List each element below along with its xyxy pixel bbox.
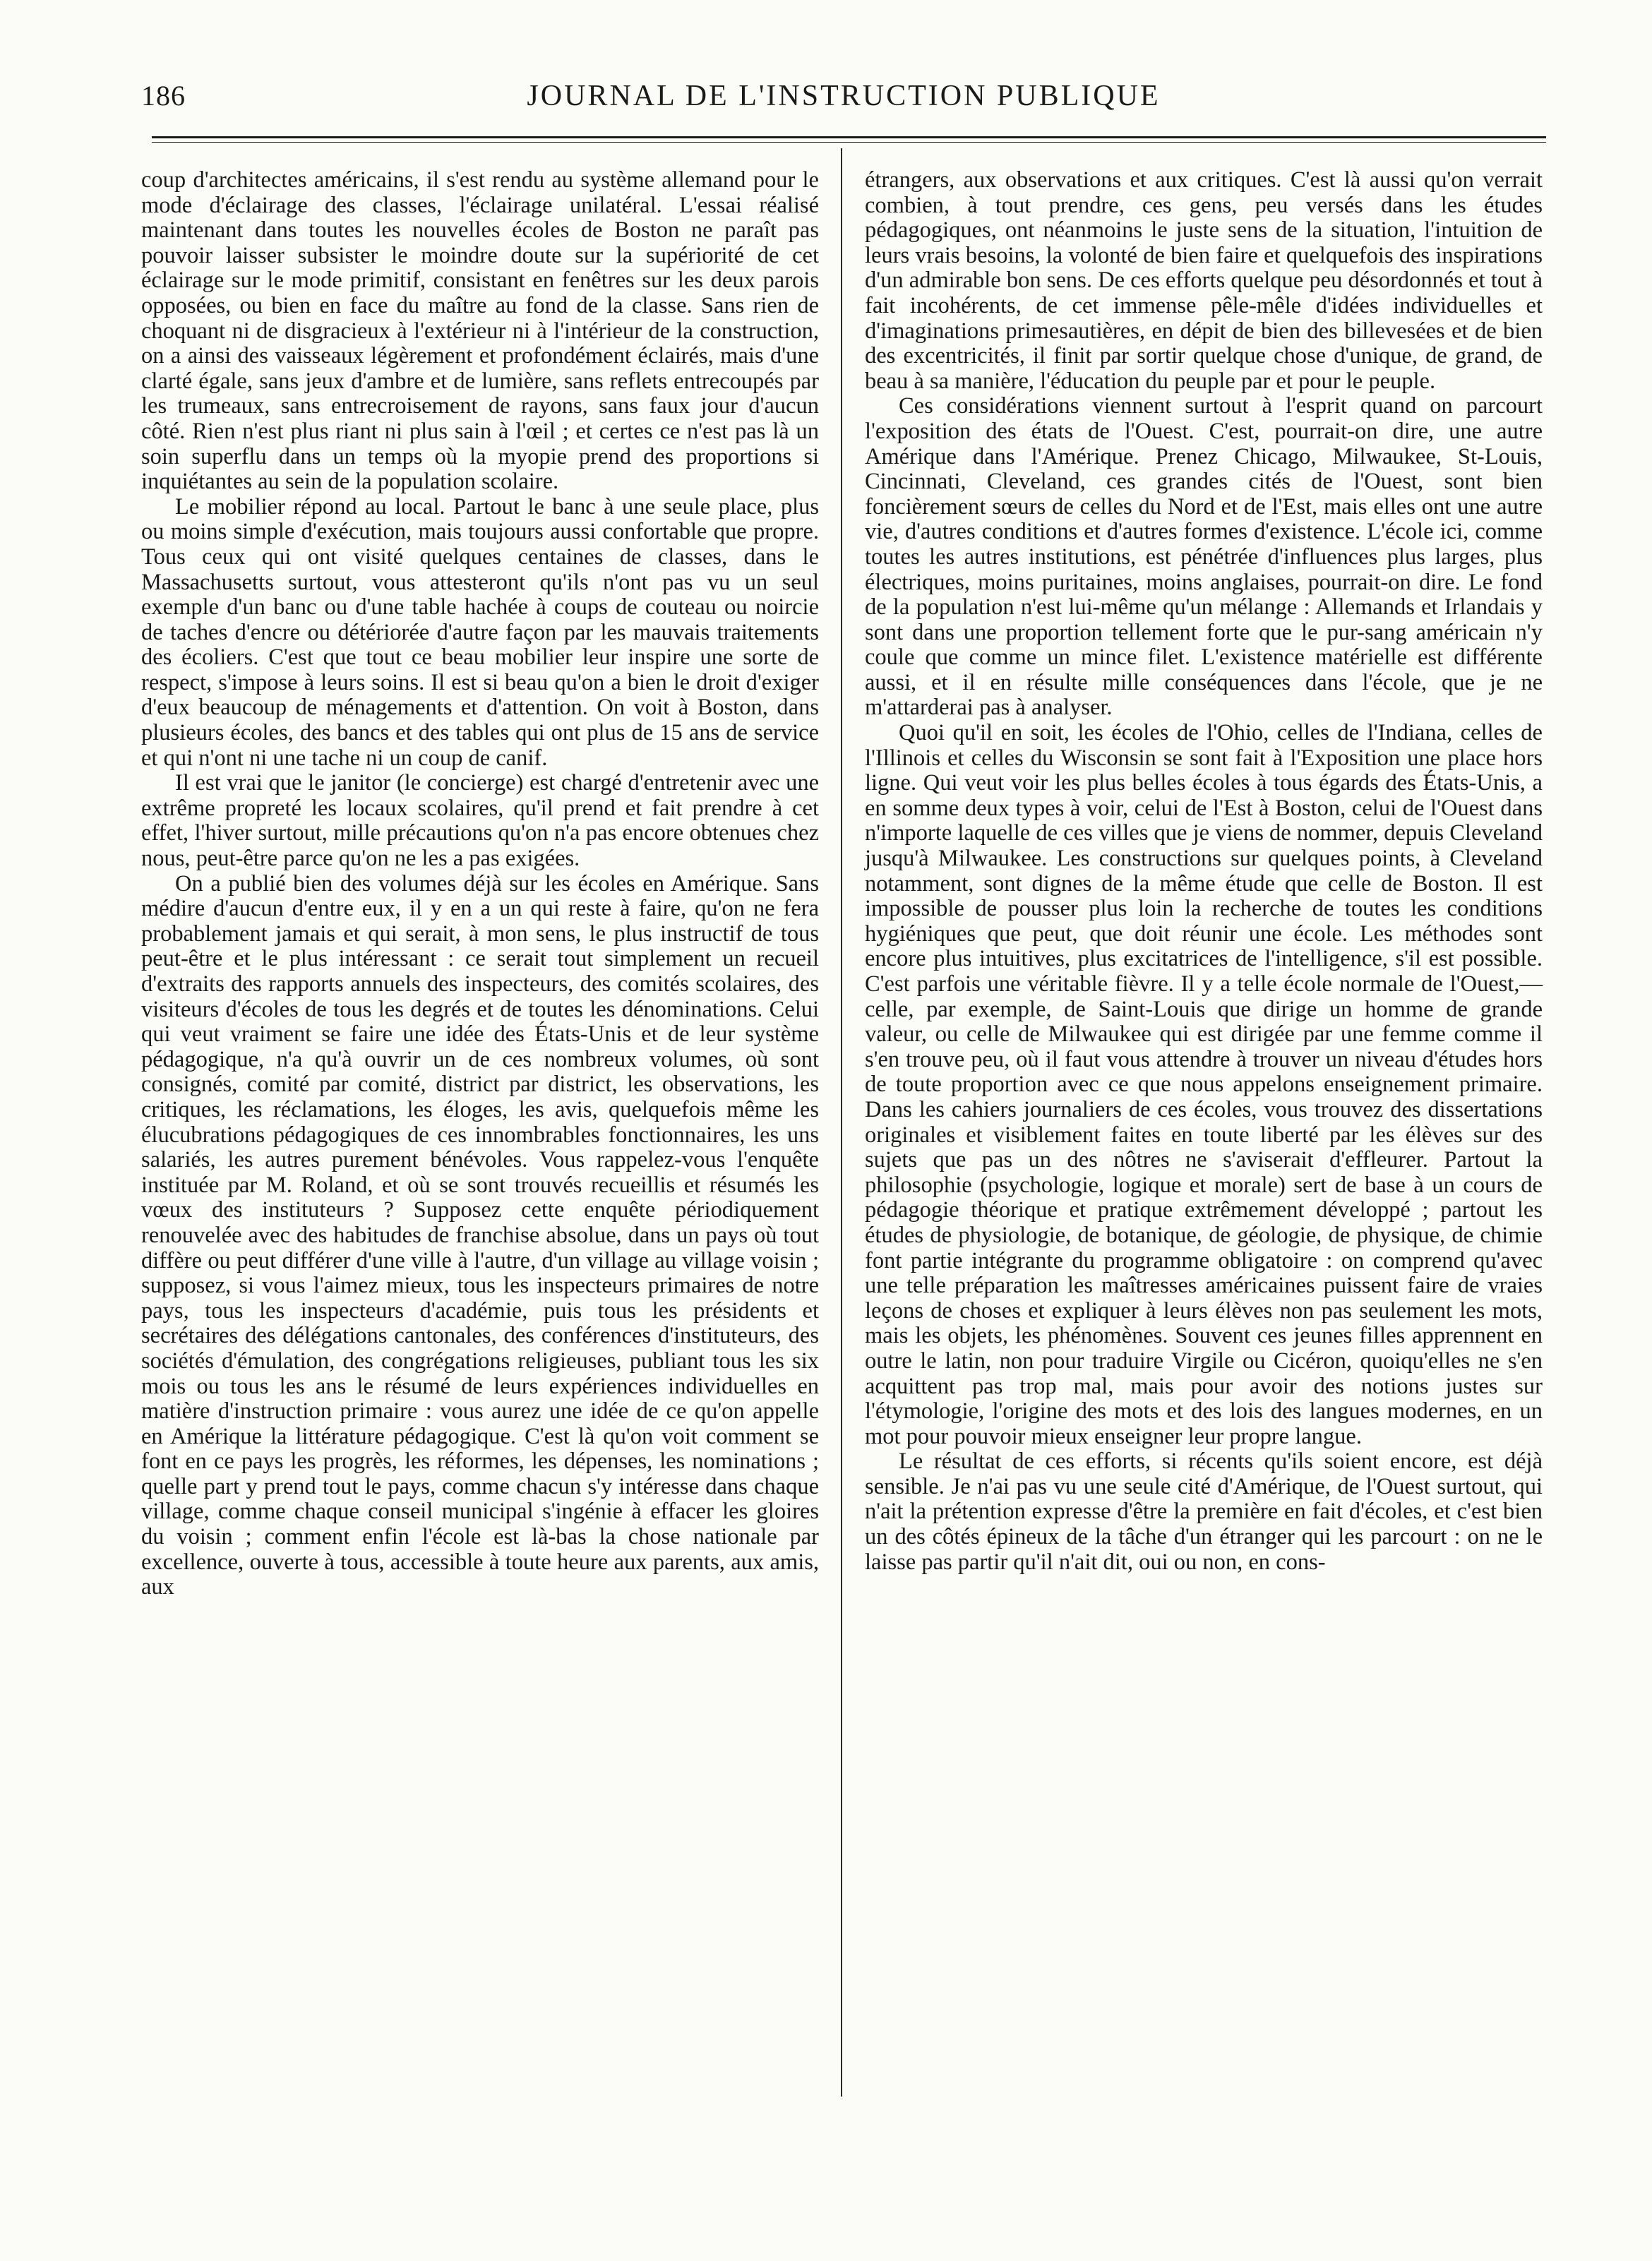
page-header xyxy=(141,79,1546,121)
paragraph: Le mobilier répond au local. Partout le banc à une seule place, plus ou moins simple d'exécution, mais toujours aussi confortable que propre. Tous ceux qui ont visité quelques centaines de classes, dans le Massachusetts surtout, vous attesteront qu'ils n'ont pas vu un seul exemple d'un banc ou d'une table hachée à coups de couteau ou noircie de taches d'encre ou détériorée d'autre façon par les mauvais traitements des écoliers. C'est que tout ce beau mobilier leur inspire une sorte de respect, s'impose à leurs soins. Il est si beau qu'on a bien le droit d'exiger d'eux beaucoup de ménagements et d'attention. On voit à Boston, dans plusieurs écoles, des bancs et des tables qui ont plus de 15 ans de service et qui n'ont ni une tache ni un coup de canif. xyxy=(141,493,819,771)
column-divider xyxy=(841,148,842,2097)
paragraph: Le résultat de ces efforts, si récents qu'ils soient encore, est déjà sensible. Je n'ai pas vu une seule cité d'Amérique, de l'Ouest surtout, qui n'ait la prétention expresse d'être la première en fait d'écoles, et c'est bien un des côtés épineux de la tâche d'un étranger qui les parcourt : on ne le laisse pas partir qu'il n'ait dit, oui ou non, en cons- xyxy=(865,1449,1543,1575)
paragraph: On a publié bien des volumes déjà sur les écoles en Amérique. Sans médire d'aucun d'entre eux, il y en a un qui reste à faire, qu'on ne fera probablement jamais et qui serait, à mon sens, le plus instructif de tous peut-être et le plus intéressant : ce serait tout simplement un recueil d'extraits des rapports annuels des inspecteurs, des comités scolaires, des visiteurs d'écoles de tous les degrés et de toutes les dénominations. Celui qui veut vraiment se faire une idée des États-Unis et de leur système pédagogique, n'a qu'à ouvrir un de ces nombreux volumes, où sont consignés, comité par comité, district par district, les observations, les critiques, les réclamations, les éloges, les avis, quelquefois même les élucubrations pédagogiques de ces innombrables fonctionnaires, les uns salariés, les autres purement bénévoles. Vous rappelez-vous l'enquête instituée par M. Roland, et où se sont trouvés recueillis et résumés les vœux des instituteurs ? Supposez cette enquête périodiquement renouvelée avec des habitudes de franchise absolue, dans un pays où tout diffère ou peut différer d'une ville à l'autre, d'un village au village voisin ; supposez, si vous l'aimez mieux, tous les inspecteurs primaires de notre pays, tous les inspecteurs d'académie, puis tous les présidents et secrétaires des délégations cantonales, des conférences d'instituteurs, des sociétés d'émulation, des congrégations religieuses, publiant tous les six mois ou tous les ans le résumé de leurs expériences individuelles en matière d'instruction primaire : vous aurez une idée de ce qu'on appelle en Amérique la littérature pédagogique. C'est là qu'on voit comment se font en ce pays les progrès, les réformes, les dépenses, les nominations ; quelle part y prend tout le pays, comme chacun s'y intéresse dans chaque village, comme chaque conseil municipal s'ingénie à effacer les gloires du voisin ; comment enfin l'école est là-bas la chose nationale par excellence, ouverte à tous, accessible à toute heure aux parents, aux amis, aux xyxy=(141,870,819,1600)
paragraph: Il est vrai que le janitor (le concierge) est chargé d'entretenir avec une extrême propreté les locaux scolaires, qu'il prend et fait prendre à cet effet, l'hiver surtout, mille précautions qu'on n'a pas encore obtenues chez nous, peut-être parce qu'on ne les a pas exigées. xyxy=(141,770,819,872)
right-column xyxy=(865,168,1543,1575)
running-title: JOURNAL DE L'INSTRUCTION PUBLIQUE xyxy=(527,80,1161,112)
header-rule-thin xyxy=(152,142,1546,143)
left-column xyxy=(141,168,819,1600)
paragraph: Quoi qu'il en soit, les écoles de l'Ohio, celles de l'Indiana, celles de l'Illinois et celles du Wisconsin se sont fait à l'Exposition une place hors ligne. Qui veut voir les plus belles écoles à tous égards des États-Unis, a en somme deux types à voir, celui de l'Est à Boston, celui de l'Ouest dans n'importe laquelle de ces villes que je viens de nommer, depuis Cleveland jusqu'à Milwaukee. Les constructions sur quelques points, à Cleveland notamment, sont dignes de la même étude que celle de Boston. Il est impossible de pousser plus loin la recherche de toutes les conditions hygiéniques que peut, que doit réunir une école. Les méthodes sont encore plus intuitives, plus excitatrices de l'intelligence, s'il est possible. C'est parfois une véritable fièvre. Il y a telle école normale de l'Ouest,—celle, par exemple, de Saint-Louis que dirige un homme de grande valeur, ou celle de Milwaukee qui est dirigée par une femme comme il s'en trouve peu, où il faut vous attendre à trouver un niveau d'études hors de toute proportion avec ce que nous appelons enseignement primaire. Dans les cahiers journaliers de ces écoles, vous trouvez des dissertations originales et visiblement faites en toute liberté par les élèves sur des sujets que pas un des nôtres ne s'aviserait d'effleurer. Partout la philosophie (psychologie, logique et morale) sert de base à un cours de pédagogie théorique et pratique extrêmement développé ; partout les études de physiologie, de botanique, de géologie, de physique, de chimie font partie intégrante du programme obligatoire : on comprend qu'avec une telle préparation les maîtresses américaines puissent faire de vraies leçons de choses et expliquer à leurs élèves non pas seulement les mots, mais les objets, les phénomènes. Souvent ces jeunes filles apprennent en outre le latin, non pour traduire Virgile ou Cicéron, quoiqu'elles ne s'en acquittent pas trop mal, mais pour avoir des notions justes sur l'étymologie, l'origine des mots et des lois des langues modernes, en un mot pour pouvoir mieux enseigner leur propre langue. xyxy=(865,720,1543,1449)
paragraph: Ces considérations viennent surtout à l'esprit quand on parcourt l'exposition des états de l'Ouest. C'est, pourrait-on dire, une autre Amérique dans l'Amérique. Prenez Chicago, Milwaukee, St-Louis, Cincinnati, Cleveland, ces grandes cités de l'Ouest, sont bien foncièrement sœurs de celles du Nord et de l'Est, mais elles ont une autre vie, d'autres conditions et d'autres formes d'existence. L'école ici, comme toutes les autres institutions, est pénétrée d'influences plus larges, plus électriques, moins puritaines, moins anglaises, pourrait-on dire. Le fond de la population n'est lui-même qu'un mélange : Allemands et Irlandais y sont dans une proportion tellement forte que le pur-sang américain n'y coule que comme un mince filet. L'existence matérielle est différente aussi, et il en résulte mille conséquences dans l'école, que je ne m'attarderai pas à analyser. xyxy=(865,393,1543,721)
paragraph: étrangers, aux observations et aux critiques. C'est là aussi qu'on verrait combien, à tout prendre, ces gens, peu versés dans les études pédagogiques, ont néanmoins le juste sens de la situation, l'intuition de leurs vrais besoins, la volonté de bien faire et quelquefois des inspirations d'un admirable bon sens. De ces efforts quelque peu désordonnés et tout à fait incohérents, de cet immense pêle-mêle d'idées individuelles et d'imaginations primesautières, en dépit de bien des billevesées et de bien des excentricités, il finit par sortir quelque chose d'unique, de grand, de beau à sa manière, l'éducation du peuple par et pour le peuple. xyxy=(865,167,1543,394)
paragraph: coup d'architectes américains, il s'est rendu au système allemand pour le mode d'éclairage des classes, l'éclairage unilatéral. L'essai réalisé maintenant dans toutes les nouvelles écoles de Boston ne paraît pas pouvoir laisser subsister le moindre doute sur la supériorité de cet éclairage sur le mode primitif, consistant en fenêtres sur les deux parois opposées, ou bien en face du maître au fond de la classe. Sans rien de choquant ni de disgracieux à l'extérieur ni à l'intérieur de la construction, on a ainsi des vaisseaux légèrement et profondément éclairés, mais d'une clarté égale, sans jeux d'ambre et de lumière, sans reflets entrecoupés par les trumeaux, sans entrecroisement de rayons, sans faux jour d'aucun côté. Rien n'est plus riant ni plus sain à l'œil ; et certes ce n'est pas là un soin superflu dans un temps où la myopie prend des proportions si inquiétantes au sein de la population scolaire. xyxy=(141,167,819,495)
header-rule-thick xyxy=(152,136,1546,138)
page-number: 186 xyxy=(141,80,186,112)
